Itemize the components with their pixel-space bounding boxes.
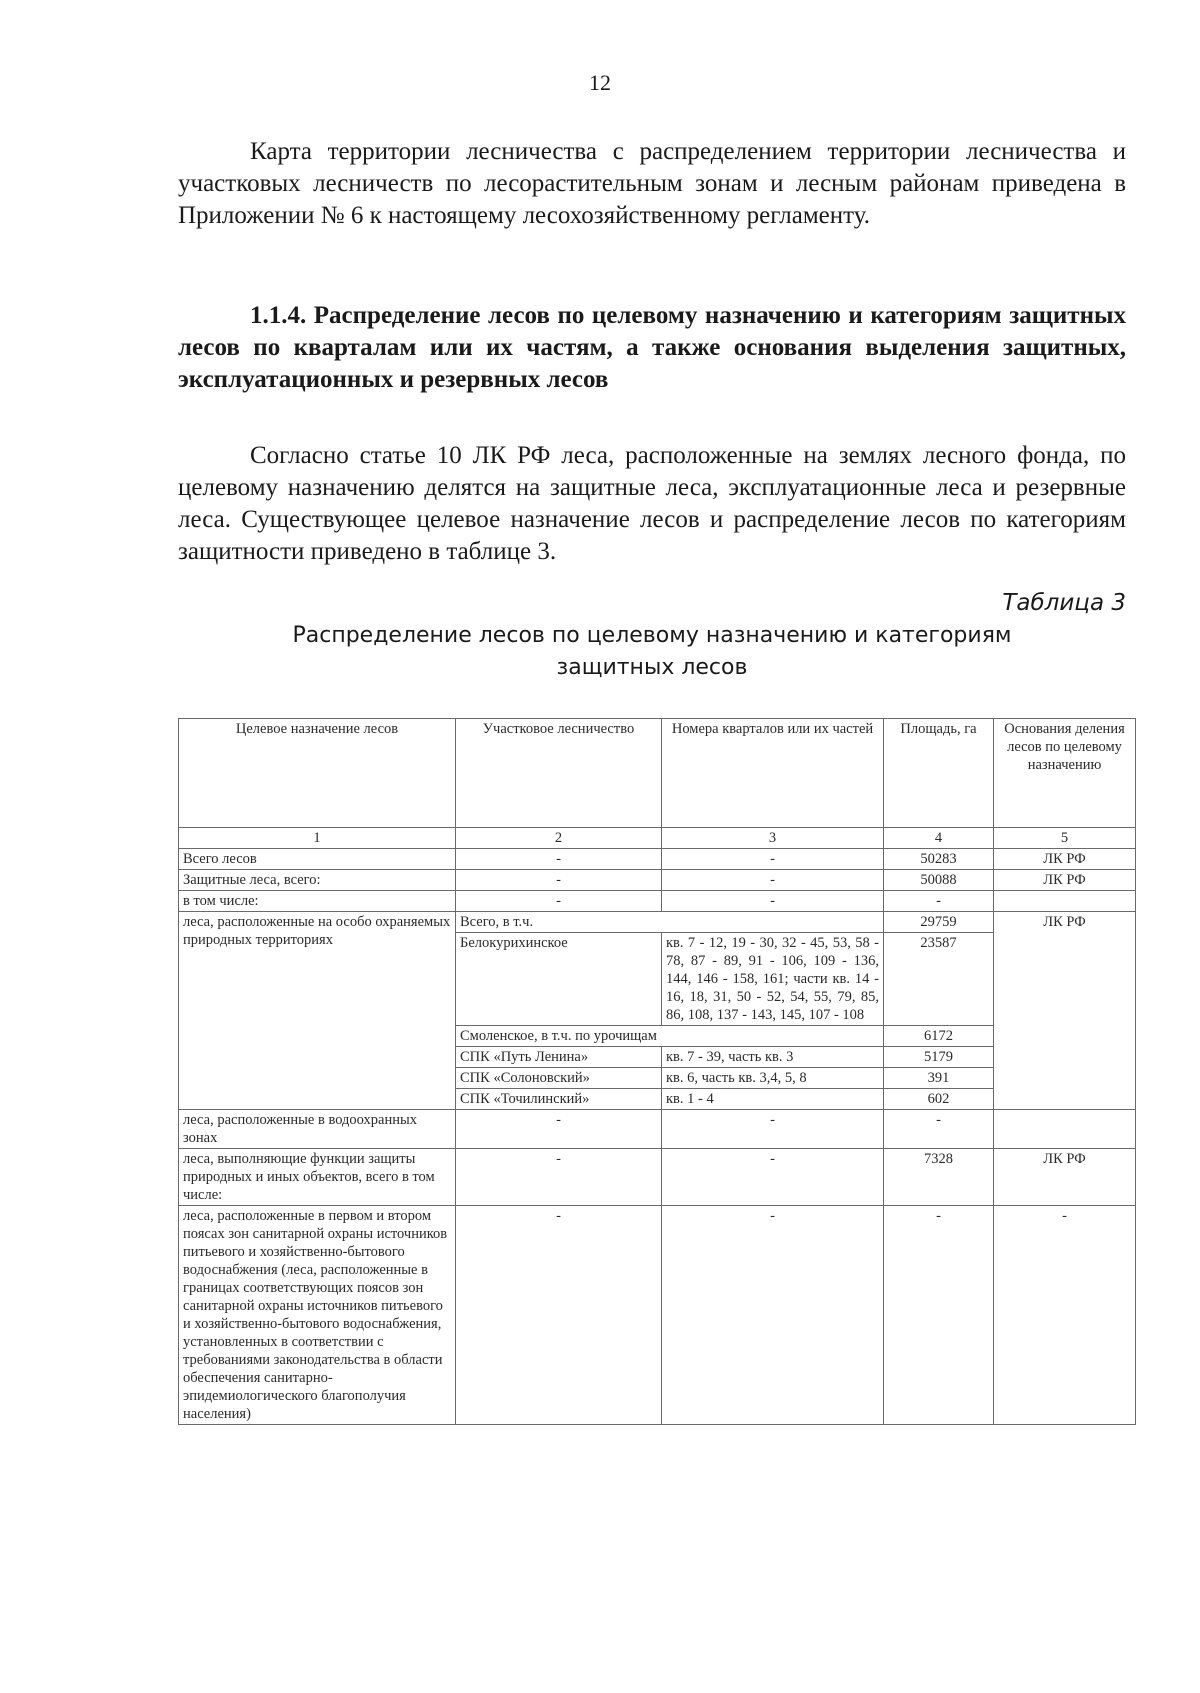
table-cell: - — [662, 1110, 884, 1149]
table-cell: ЛК РФ — [994, 849, 1136, 870]
table-row — [179, 849, 1136, 870]
table-cell: - — [994, 1206, 1136, 1425]
table-cell: - — [456, 1110, 662, 1149]
table-cell: 50283 — [884, 849, 994, 870]
table-cell: - — [884, 1110, 994, 1149]
header-cell: Целевое назначение лесов — [179, 719, 456, 828]
table-cell: 29759 — [884, 912, 994, 933]
table-cell: - — [662, 1149, 884, 1206]
table-cell: 5179 — [884, 1047, 994, 1068]
table-cell: СПК «Солоновский» — [456, 1068, 662, 1089]
table-cell: - — [456, 1149, 662, 1206]
col-number: 2 — [456, 828, 662, 849]
table-row — [179, 870, 1136, 891]
table-cell — [994, 1110, 1136, 1149]
table-cell: - — [456, 1206, 662, 1425]
table-row — [179, 1110, 1136, 1149]
table-title-line2: защитных лесов — [556, 655, 748, 680]
header-cell: Площадь, га — [884, 719, 994, 828]
table-cell: - — [456, 891, 662, 912]
paragraph-map: Карта территории лесничества с распределением территории лесничества и участковых лесничеств по лесорастительным зонам и лесным районам приведена в Приложении № 6 к настоящему лесохозяйственному регламенту. — [178, 138, 1126, 229]
table-cell: леса, расположенные на особо охраняемых природных территориях — [179, 912, 456, 1110]
table-row — [179, 891, 1136, 912]
table-label: Таблица 3 — [1002, 590, 1126, 616]
table-cell: 7328 — [884, 1149, 994, 1206]
table-cell: - — [456, 849, 662, 870]
table-cell: СПК «Путь Ленина» — [456, 1047, 662, 1068]
col-number: 5 — [994, 828, 1136, 849]
table-cell — [994, 891, 1136, 912]
table-cell: ЛК РФ — [994, 1149, 1136, 1206]
header-cell: Основания деления лесов по целевому назначению — [994, 719, 1136, 828]
col-number: 4 — [884, 828, 994, 849]
table-cell: Всего лесов — [179, 849, 456, 870]
table-cell: 50088 — [884, 870, 994, 891]
table-title-line1: Распределение лесов по целевому назначению и категориям — [292, 623, 1012, 648]
table-cell: ЛК РФ — [994, 870, 1136, 891]
table-row — [179, 1206, 1136, 1425]
col-number: 1 — [179, 828, 456, 849]
table-cell: 391 — [884, 1068, 994, 1089]
table-cell: - — [884, 891, 994, 912]
table-cell: 602 — [884, 1089, 994, 1110]
table-cell: кв. 1 - 4 — [662, 1089, 884, 1110]
header-cell: Номера кварталов или их частей — [662, 719, 884, 828]
table-cell: - — [662, 1206, 884, 1425]
table-cell: - — [456, 870, 662, 891]
table-cell: леса, выполняющие функции защиты природных и иных объектов, всего в том числе: — [179, 1149, 456, 1206]
table-cell: кв. 7 - 12, 19 - 30, 32 - 45, 53, 58 - 78, 87 - 89, 91 - 106, 109 - 136, 144, 146 - 158, 161; части кв. 14 - 16, 18, 31, 50 - 52, 54, 55, 79, 85, 86, 108, 137 - 143, 145, 107 - 108 — [662, 933, 884, 1026]
column-number-row — [179, 828, 1136, 849]
table-cell: Белокурихинское — [456, 933, 662, 1026]
table-cell: леса, расположенные в водоохранных зонах — [179, 1110, 456, 1149]
table-row — [179, 912, 1136, 933]
table-row — [179, 1149, 1136, 1206]
table-cell: - — [662, 849, 884, 870]
page-number: 12 — [589, 70, 611, 95]
table-cell: ЛК РФ — [994, 912, 1136, 1110]
table-cell: - — [884, 1206, 994, 1425]
table-cell: - — [662, 870, 884, 891]
header-row — [179, 719, 1136, 828]
header-cell: Участковое лесничество — [456, 719, 662, 828]
section-heading: 1.1.4. Распределение лесов по целевому назначению и категориям защитных лесов по кварталам или их частям, а также основания выделения защитных, эксплуатационных и резервных лесов — [178, 302, 1126, 393]
table-cell: в том числе: — [179, 891, 456, 912]
table-cell: леса, расположенные в первом и втором поясах зон санитарной охраны источников питьевого и хозяйственно-бытового водоснабжения (леса, расположенные в границах соответствующих поясов зон санитарной охраны источников питьевого и хозяйственно-бытового водоснабжения, установленных в соответствии с требованиями законодательства в области обеспечения санитарно-эпидемиологического благополучия населения) — [179, 1206, 456, 1425]
table-cell: Всего, в т.ч. — [456, 912, 884, 933]
col-number: 3 — [662, 828, 884, 849]
paragraph-intro: Согласно статье 10 ЛК РФ леса, расположенные на землях лесного фонда, по целевому назначению делятся на защитные леса, эксплуатационные леса и резервные леса. Существующее целевое назначение лесов и распределение лесов по категориям защитности приведено в таблице 3. — [178, 442, 1126, 565]
table-cell: 23587 — [884, 933, 994, 1026]
table-cell: Смоленское, в т.ч. по урочищам — [456, 1026, 884, 1047]
table-cell: кв. 6, часть кв. 3,4, 5, 8 — [662, 1068, 884, 1089]
table-cell: кв. 7 - 39, часть кв. 3 — [662, 1047, 884, 1068]
table-title — [178, 620, 1126, 684]
table-cell: 6172 — [884, 1026, 994, 1047]
table-cell: Защитные леса, всего: — [179, 870, 456, 891]
table-cell: - — [662, 891, 884, 912]
table-cell: СПК «Точилинский» — [456, 1089, 662, 1110]
forest-distribution-table — [178, 718, 1136, 1425]
